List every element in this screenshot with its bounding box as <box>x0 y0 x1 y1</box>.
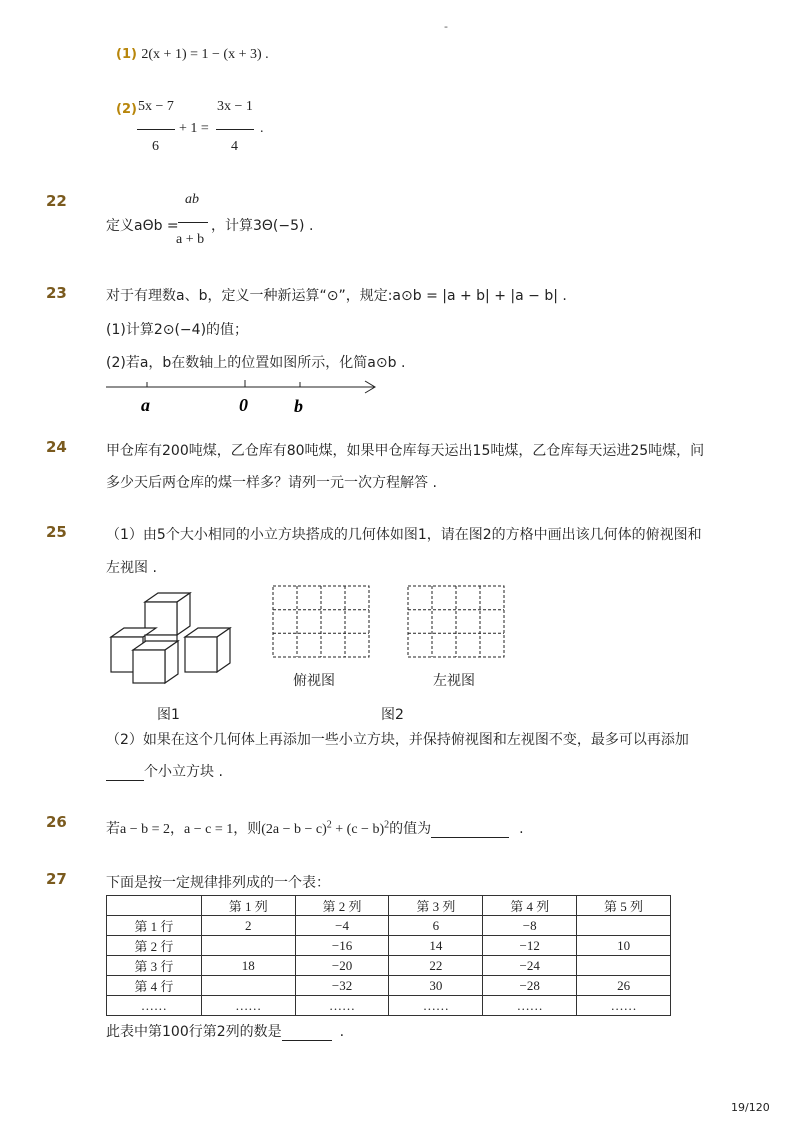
q22-suffix: ，计算3Θ(−5) . <box>211 218 314 234</box>
table-cell: −28 <box>483 976 577 996</box>
question-number: 22 <box>46 192 67 210</box>
table-cell: −4 <box>295 916 389 936</box>
q21-part2-num-right: 3x − 1 <box>217 99 253 114</box>
table-row <box>107 916 671 936</box>
q26-end: . <box>519 821 524 837</box>
answer-blank[interactable] <box>106 764 144 781</box>
question-number: 27 <box>46 870 67 888</box>
answer-blank[interactable] <box>431 821 509 838</box>
axis-label-a: a <box>141 395 150 415</box>
q26-prefix: 若a − b = 2，a − c = 1，则(2a − b − c) <box>106 822 327 837</box>
q21-part1-expr: 2(x + 1) = 1 − (x + 3) . <box>141 47 269 62</box>
q21-part2-num-left: 5x − 7 <box>138 99 174 114</box>
table-row <box>107 996 671 1016</box>
table-cell: 30 <box>389 976 483 996</box>
table-cell: …… <box>107 996 202 1016</box>
cube-figure <box>105 590 235 685</box>
q25-line3: （2）如果在这个几何体上再添加一些小立方块，并保持俯视图和左视图不变，最多可以再添加 <box>106 732 689 748</box>
q22-prefix: 定义aΘb = <box>106 218 179 234</box>
table-cell: 14 <box>389 936 483 956</box>
q21-part2-middle: + 1 = <box>179 121 209 136</box>
q21-part2-end: . <box>260 121 264 136</box>
table-row <box>107 936 671 956</box>
fraction-bar <box>216 129 254 130</box>
table-header-cell: 第 1 列 <box>201 896 295 916</box>
table-header-cell: 第 4 列 <box>483 896 577 916</box>
q26-line <box>106 818 524 838</box>
question-number: 23 <box>46 284 67 302</box>
table-cell: −24 <box>483 956 577 976</box>
table-header-cell <box>107 896 202 916</box>
q25-line4: 个小立方块 . <box>144 764 223 780</box>
table-header-row <box>107 896 671 916</box>
left-view-label: 左视图 <box>433 673 475 689</box>
axis-label-b: b <box>294 396 303 416</box>
q25-line4-wrap <box>106 761 223 781</box>
table-cell: 第 1 行 <box>107 916 202 936</box>
q22-frac-den: a + b <box>176 232 205 247</box>
q26-exp1: 2 <box>326 819 332 831</box>
fig2-caption: 图2 <box>381 707 404 723</box>
fraction-bar <box>178 222 208 223</box>
table-header-cell: 第 3 列 <box>389 896 483 916</box>
table-cell: 18 <box>201 956 295 976</box>
q27-end: . <box>339 1024 345 1040</box>
answer-blank[interactable] <box>282 1024 332 1041</box>
q21-part2-den-right: 4 <box>231 139 238 154</box>
axis-label-zero: 0 <box>239 395 248 415</box>
table-cell: −8 <box>483 916 577 936</box>
table-cell: …… <box>577 996 671 1016</box>
table-cell <box>201 936 295 956</box>
left-view-grid[interactable] <box>407 585 505 659</box>
table-row <box>107 956 671 976</box>
table-cell: 第 4 行 <box>107 976 202 996</box>
q23-line3: (2)若a，b在数轴上的位置如图所示，化简a⊙b . <box>106 355 406 371</box>
table-cell <box>577 956 671 976</box>
top-view-grid[interactable] <box>272 585 370 659</box>
fig1-caption: 图1 <box>157 707 180 723</box>
q23-line2: (1)计算2⊙(−4)的值； <box>106 322 249 338</box>
pattern-table <box>106 895 671 1016</box>
question-number: 26 <box>46 813 67 831</box>
table-cell: 10 <box>577 936 671 956</box>
q21-part2-den-left: 6 <box>152 139 159 154</box>
table-cell: −16 <box>295 936 389 956</box>
q24-line2: 多少天后两仓库的煤一样多？请列一元一次方程解答 . <box>106 475 437 491</box>
table-cell: …… <box>483 996 577 1016</box>
q21-part2-label-wrap <box>116 101 137 117</box>
q21-part2-label: (2) <box>116 102 137 117</box>
q27-outro-line <box>106 1021 344 1041</box>
table-cell: …… <box>389 996 483 1016</box>
question-number: 25 <box>46 523 67 541</box>
number-line <box>100 375 385 420</box>
table-cell: 第 3 行 <box>107 956 202 976</box>
question-number: 24 <box>46 438 67 456</box>
table-header-cell: 第 5 列 <box>577 896 671 916</box>
q27-outro: 此表中第100行第2列的数是 <box>106 1024 282 1040</box>
q21-part1 <box>116 46 269 63</box>
q26-mid: + (c − b) <box>331 822 385 837</box>
q21-part1-label: (1) <box>116 47 137 62</box>
page-number: 19/120 <box>731 1101 770 1114</box>
q25-line2: 左视图 . <box>106 560 157 576</box>
table-cell <box>201 976 295 996</box>
q22-frac-num: ab <box>185 192 199 207</box>
table-cell: 26 <box>577 976 671 996</box>
q27-intro: 下面是按一定规律排列成的一个表： <box>106 875 330 891</box>
header-mark: - <box>444 20 448 33</box>
table-cell: 2 <box>201 916 295 936</box>
table-cell: …… <box>201 996 295 1016</box>
table-cell <box>577 916 671 936</box>
table-cell: …… <box>295 996 389 1016</box>
table-cell: −20 <box>295 956 389 976</box>
table-cell: −32 <box>295 976 389 996</box>
fraction-bar <box>137 129 175 130</box>
table-cell: −12 <box>483 936 577 956</box>
table-header-cell: 第 2 列 <box>295 896 389 916</box>
top-view-label: 俯视图 <box>293 673 335 689</box>
table-cell: 6 <box>389 916 483 936</box>
q23-line1: 对于有理数a、b，定义一种新运算“⊙”，规定:a⊙b = |a + b| + |a − b| . <box>106 288 567 304</box>
table-cell: 第 2 行 <box>107 936 202 956</box>
table-cell: 22 <box>389 956 483 976</box>
q24-line1: 甲仓库有200吨煤，乙仓库有80吨煤，如果甲仓库每天运出15吨煤，乙仓库每天运进25吨煤，问 <box>106 443 705 459</box>
q26-exp2: 2 <box>384 819 390 831</box>
q26-suffix: 的值为 <box>389 821 432 837</box>
q25-line1: （1）由5个大小相同的小立方块搭成的几何体如图1，请在图2的方格中画出该几何体的俯视图和 <box>106 527 702 543</box>
table-row <box>107 976 671 996</box>
